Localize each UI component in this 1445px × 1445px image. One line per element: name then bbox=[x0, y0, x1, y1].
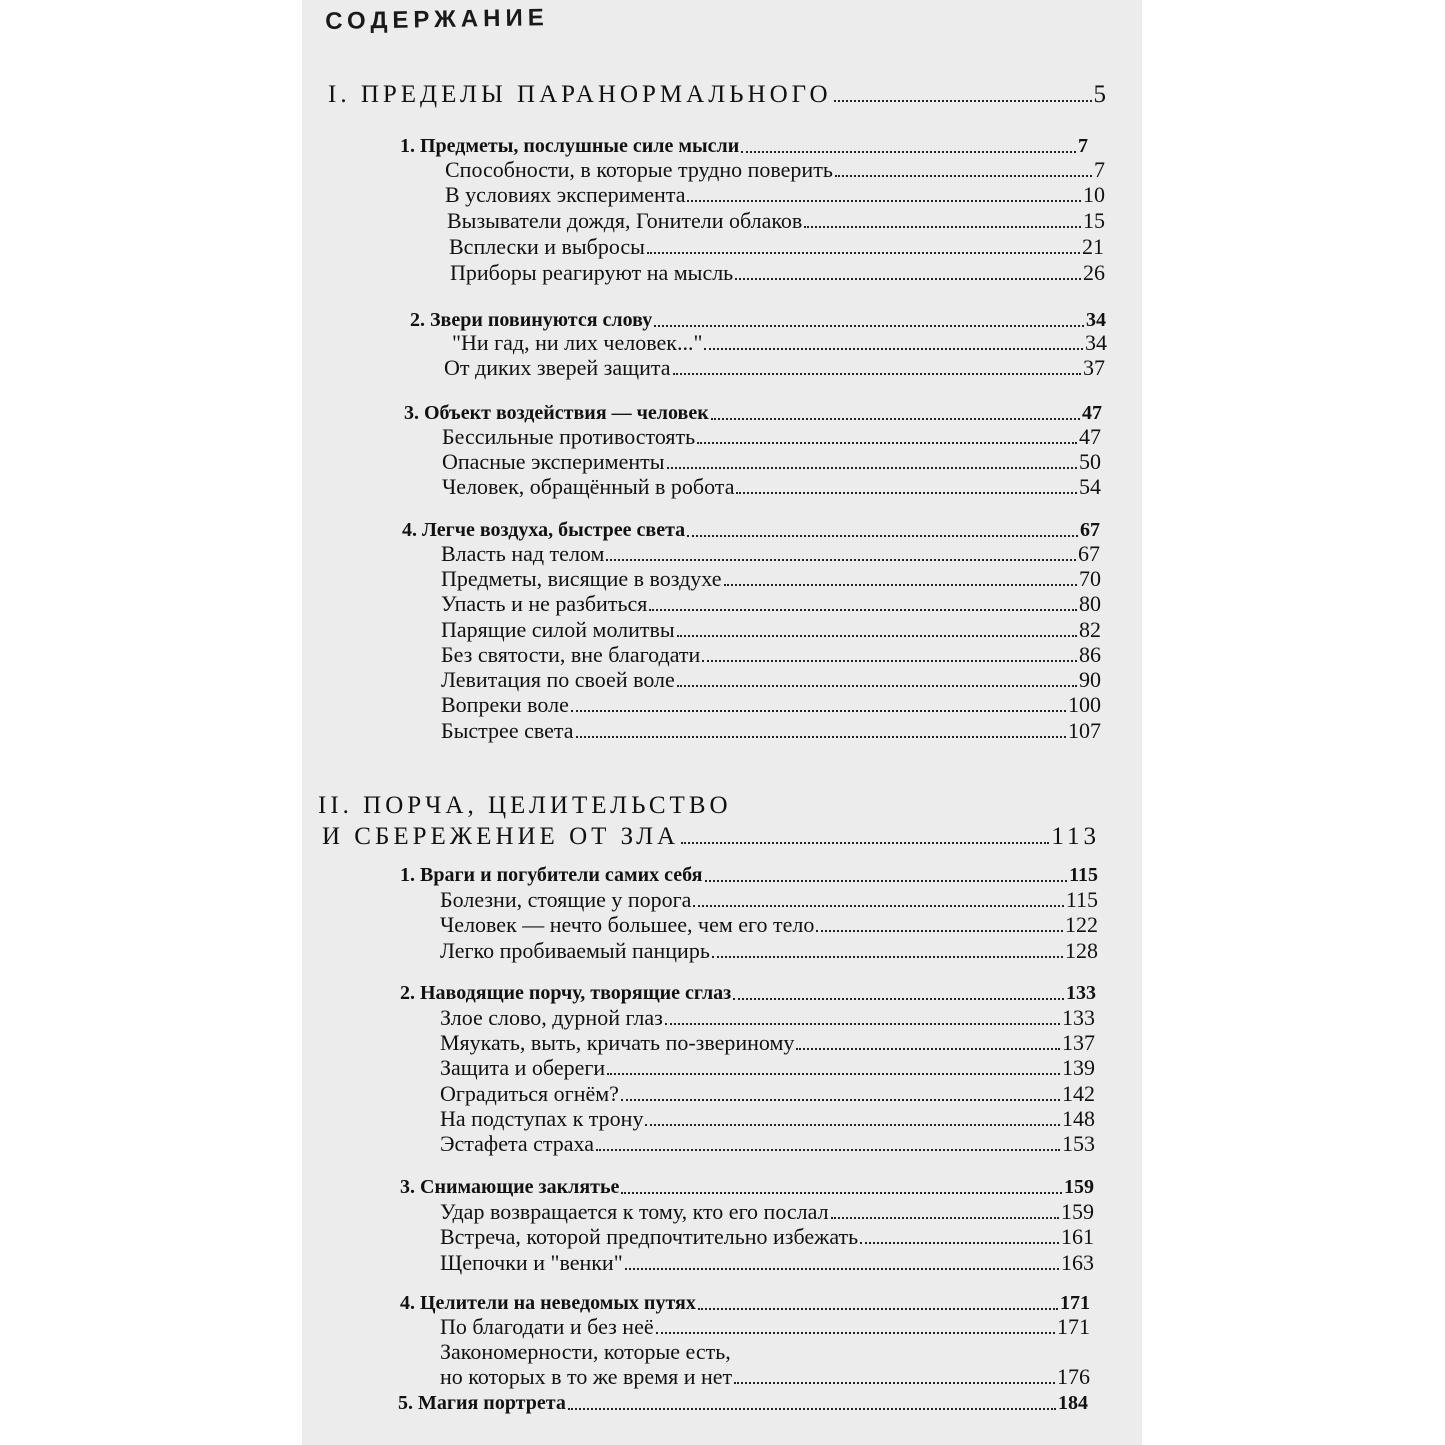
dot-leader bbox=[704, 348, 1083, 350]
page-number: 7 bbox=[1078, 135, 1088, 157]
toc-section bbox=[441, 642, 1101, 668]
page-number: 37 bbox=[1083, 355, 1105, 380]
dot-leader bbox=[568, 1408, 1056, 1410]
page-number: 5 bbox=[1093, 81, 1110, 108]
toc-section bbox=[452, 330, 1107, 356]
dot-leader bbox=[693, 905, 1063, 907]
dot-leader bbox=[724, 584, 1078, 586]
toc-section bbox=[440, 1030, 1095, 1056]
section-title: Человек — нечто большее, чем его тело bbox=[440, 912, 815, 937]
section-title: Встреча, которой предпочтительно избежать bbox=[440, 1224, 859, 1249]
toc-chapter bbox=[402, 517, 1100, 543]
section-title: Щепочки и "венки" bbox=[440, 1250, 623, 1275]
dot-leader bbox=[698, 1308, 1058, 1310]
dot-leader bbox=[645, 1124, 1060, 1126]
section-title: Без святости, вне благодати bbox=[441, 642, 701, 667]
page-number: 133 bbox=[1062, 1005, 1095, 1030]
page-number: 10 bbox=[1083, 182, 1105, 207]
page-number: 113 bbox=[1051, 823, 1100, 850]
page-number: 161 bbox=[1061, 1224, 1094, 1249]
section-title: Левитация по своей воле bbox=[441, 667, 675, 692]
toc-chapter bbox=[400, 1174, 1094, 1200]
toc-section bbox=[445, 157, 1105, 183]
part-2-title-line-1: II. ПОРЧА, ЦЕЛИТЕЛЬСТВО bbox=[318, 792, 732, 819]
page-number: 107 bbox=[1068, 718, 1101, 743]
chapter-title: 4. Легче воздуха, быстрее света bbox=[402, 519, 686, 541]
section-title: Быстрее света bbox=[441, 718, 574, 743]
section-title: Парящие силой молитвы bbox=[441, 617, 675, 642]
dot-leader bbox=[816, 930, 1063, 932]
section-title: но которых в то же время и нет bbox=[440, 1364, 733, 1389]
page-number: 184 bbox=[1058, 1392, 1088, 1414]
section-title: Бессильные противостоять bbox=[442, 424, 696, 449]
toc-section bbox=[440, 1314, 1090, 1340]
toc-chapter bbox=[400, 980, 1096, 1006]
dot-leader bbox=[654, 325, 1084, 327]
section-title: По благодати и без неё bbox=[440, 1314, 654, 1339]
toc-section bbox=[440, 938, 1098, 964]
section-title: Злое слово, дурной глаз bbox=[440, 1005, 663, 1030]
dot-leader bbox=[665, 1023, 1060, 1025]
dot-leader bbox=[681, 842, 1049, 844]
section-title: Человек, обращённый в робота bbox=[442, 474, 735, 499]
dot-leader bbox=[677, 635, 1077, 637]
toc-chapter bbox=[404, 400, 1102, 426]
dot-leader bbox=[705, 880, 1068, 882]
section-title: Предметы, висящие в воздухе bbox=[441, 566, 722, 591]
toc-section bbox=[442, 424, 1101, 450]
section-title: Вопреки воле bbox=[441, 692, 569, 717]
section-title: Эстафета страха bbox=[440, 1131, 594, 1156]
page-number: 67 bbox=[1078, 541, 1100, 566]
toc-section bbox=[440, 1131, 1095, 1157]
dot-leader bbox=[656, 1332, 1055, 1334]
dot-leader bbox=[712, 956, 1063, 958]
dot-leader bbox=[733, 998, 1064, 1000]
toc-section bbox=[440, 1250, 1094, 1276]
toc-section bbox=[450, 260, 1105, 286]
dot-leader bbox=[607, 1073, 1060, 1075]
dot-leader bbox=[687, 535, 1078, 537]
contents-heading: СОДЕРЖАНИЕ bbox=[325, 4, 549, 35]
section-title: Приборы реагируют на мысль bbox=[450, 260, 734, 285]
chapter-title: 2. Звери повинуются слову bbox=[410, 309, 653, 331]
page-number: 153 bbox=[1062, 1131, 1095, 1156]
page-number: 21 bbox=[1082, 234, 1104, 259]
toc-section bbox=[440, 1106, 1095, 1132]
chapter-title: 1. Враги и погубители самих себя bbox=[400, 864, 703, 886]
toc-chapter bbox=[398, 1390, 1088, 1416]
toc-chapter bbox=[400, 133, 1088, 159]
dot-leader bbox=[734, 1382, 1055, 1384]
dot-leader bbox=[606, 559, 1076, 561]
toc-section bbox=[447, 208, 1105, 234]
chapter-title: 3. Снимающие заклятье bbox=[400, 1176, 620, 1198]
section-title: На подступах к трону bbox=[440, 1106, 644, 1131]
section-title: Удар возвращается к тому, кто его послал bbox=[440, 1199, 829, 1224]
page-number: 159 bbox=[1064, 1176, 1094, 1198]
page-number: 82 bbox=[1079, 617, 1101, 642]
toc-part-2 bbox=[322, 824, 1100, 850]
toc-part-1 bbox=[328, 82, 1110, 108]
page-number: 67 bbox=[1080, 519, 1100, 541]
page-number: 100 bbox=[1068, 692, 1101, 717]
dot-leader bbox=[702, 660, 1077, 662]
page-number: 171 bbox=[1057, 1314, 1090, 1339]
part-title: И СБЕРЕЖЕНИЕ ОТ ЗЛА bbox=[322, 823, 680, 850]
dot-leader bbox=[673, 373, 1082, 375]
section-title: Опасные эксперименты bbox=[442, 449, 665, 474]
page-number: 142 bbox=[1062, 1081, 1095, 1106]
dot-leader bbox=[667, 467, 1077, 469]
page-number: 171 bbox=[1060, 1292, 1090, 1314]
toc-chapter bbox=[400, 862, 1098, 888]
toc-section bbox=[441, 667, 1101, 693]
dot-leader bbox=[736, 492, 1077, 494]
section-title: Защита и обереги bbox=[440, 1055, 606, 1080]
page-number: 80 bbox=[1079, 591, 1101, 616]
page-number: 15 bbox=[1083, 208, 1105, 233]
toc-section bbox=[441, 718, 1101, 744]
section-title: От диких зверей защита bbox=[444, 355, 671, 380]
part-title: I. ПРЕДЕЛЫ ПАРАНОРМАЛЬНОГО bbox=[328, 81, 832, 108]
dot-leader bbox=[576, 736, 1066, 738]
page-number: 115 bbox=[1069, 864, 1098, 886]
toc-section bbox=[440, 887, 1098, 913]
dot-leader bbox=[625, 1268, 1059, 1270]
page-number: 137 bbox=[1062, 1030, 1095, 1055]
toc-section bbox=[441, 591, 1101, 617]
dot-leader bbox=[649, 609, 1077, 611]
page-number: 122 bbox=[1065, 912, 1098, 937]
toc-section bbox=[441, 692, 1101, 718]
dot-leader bbox=[804, 226, 1081, 228]
toc-section bbox=[441, 617, 1101, 643]
page-number: 133 bbox=[1066, 982, 1096, 1004]
page-number: 47 bbox=[1082, 402, 1102, 424]
page-number: 90 bbox=[1079, 667, 1101, 692]
section-title-line-1: Закономерности, которые есть, bbox=[440, 1339, 731, 1364]
section-title: Способности, в которые трудно поверить bbox=[445, 157, 833, 182]
page-number: 139 bbox=[1062, 1055, 1095, 1080]
dot-leader bbox=[796, 1048, 1060, 1050]
toc-section bbox=[441, 566, 1101, 592]
section-title: Оградиться огнём? bbox=[440, 1081, 619, 1106]
dot-leader bbox=[735, 278, 1081, 280]
page-number: 159 bbox=[1061, 1199, 1094, 1224]
section-title: "Ни гад, ни лих человек..." bbox=[452, 330, 703, 355]
section-title: В условиях эксперимента bbox=[445, 182, 686, 207]
toc-section bbox=[442, 449, 1101, 475]
toc-section bbox=[440, 912, 1098, 938]
page-number: 26 bbox=[1083, 260, 1105, 285]
section-title: Упасть и не разбиться bbox=[441, 591, 648, 616]
dot-leader bbox=[831, 1217, 1059, 1219]
page-number: 34 bbox=[1085, 330, 1107, 355]
toc-chapter bbox=[400, 1290, 1090, 1316]
page-number: 47 bbox=[1079, 424, 1101, 449]
chapter-title: 2. Наводящие порчу, творящие сглаз bbox=[400, 982, 732, 1004]
section-title: Мяукать, выть, кричать по-звериному bbox=[440, 1030, 795, 1055]
dot-leader bbox=[621, 1192, 1062, 1194]
page-number: 128 bbox=[1065, 938, 1098, 963]
page-number: 176 bbox=[1057, 1364, 1090, 1389]
dot-leader bbox=[647, 252, 1080, 254]
dot-leader bbox=[711, 418, 1080, 420]
toc-section bbox=[444, 355, 1105, 381]
section-title: Власть над телом bbox=[441, 541, 605, 566]
toc-section bbox=[440, 1081, 1095, 1107]
toc-section bbox=[440, 1005, 1095, 1031]
toc-section bbox=[440, 1199, 1094, 1225]
toc-section bbox=[441, 541, 1100, 567]
chapter-title: 4. Целители на неведомых путях bbox=[400, 1292, 696, 1314]
chapter-title: 5. Магия портрета bbox=[398, 1392, 566, 1414]
page-number: 7 bbox=[1094, 157, 1105, 182]
page-number: 148 bbox=[1062, 1106, 1095, 1131]
section-title: Вызыватели дождя, Гонители облаков bbox=[447, 208, 803, 233]
page-number: 70 bbox=[1079, 566, 1101, 591]
section-title: Всплески и выбросы bbox=[449, 234, 645, 259]
toc-section bbox=[440, 1224, 1094, 1250]
dot-leader bbox=[571, 710, 1066, 712]
page-number: 163 bbox=[1061, 1250, 1094, 1275]
dot-leader bbox=[621, 1099, 1060, 1101]
section-title: Легко пробиваемый панцирь bbox=[440, 938, 710, 963]
toc-section bbox=[442, 474, 1101, 500]
dot-leader bbox=[835, 175, 1092, 177]
dot-leader bbox=[860, 1242, 1059, 1244]
chapter-title: 3. Объект воздействия — человек bbox=[404, 402, 709, 424]
dot-leader bbox=[834, 100, 1092, 102]
toc-section bbox=[445, 182, 1105, 208]
page-number: 54 bbox=[1079, 474, 1101, 499]
page-number: 115 bbox=[1065, 887, 1098, 912]
toc-section bbox=[449, 234, 1104, 260]
dot-leader bbox=[741, 151, 1076, 153]
dot-leader bbox=[677, 685, 1077, 687]
chapter-title: 1. Предметы, послушные силе мысли bbox=[400, 135, 740, 157]
page-number: 86 bbox=[1079, 642, 1101, 667]
section-title: Болезни, стоящие у порога bbox=[440, 887, 692, 912]
dot-leader bbox=[687, 200, 1081, 202]
toc-section bbox=[440, 1364, 1090, 1390]
page-number: 34 bbox=[1086, 309, 1106, 331]
page-number: 50 bbox=[1079, 449, 1101, 474]
toc-section bbox=[440, 1055, 1095, 1081]
dot-leader bbox=[596, 1149, 1060, 1151]
dot-leader bbox=[697, 442, 1077, 444]
